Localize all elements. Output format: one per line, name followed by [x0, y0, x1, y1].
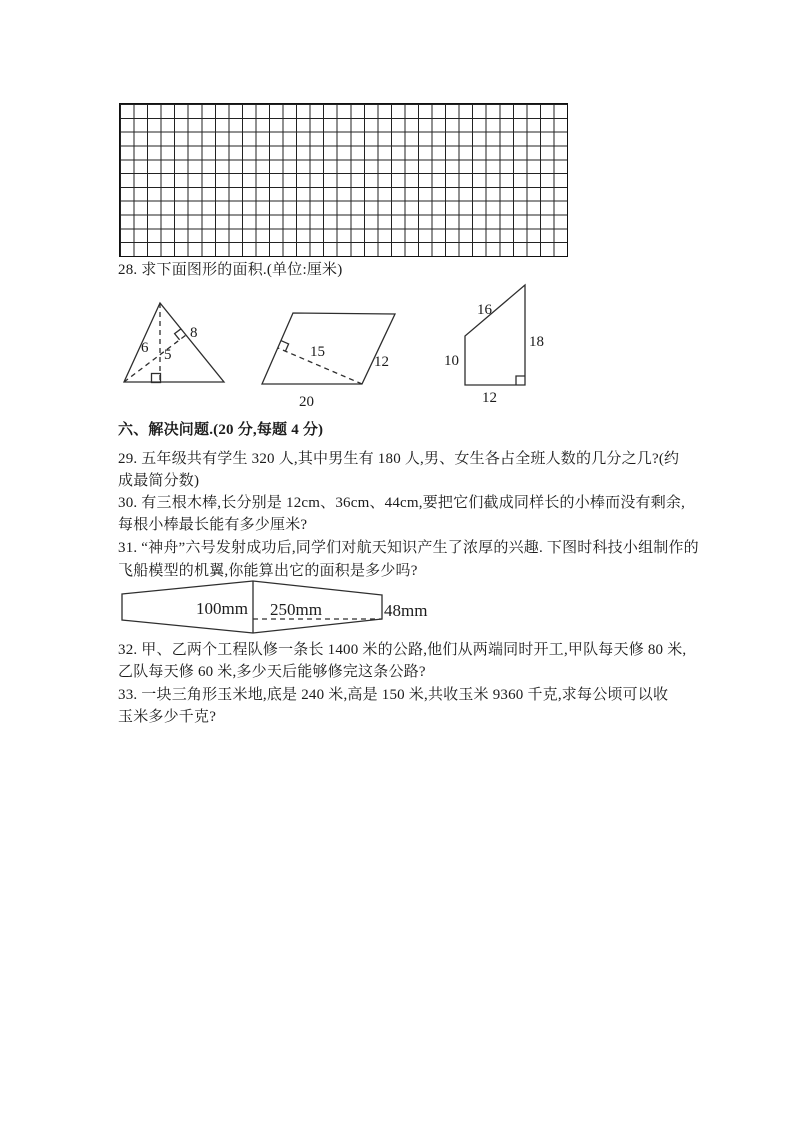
question-33-line-1: 33. 一块三角形玉米地,底是 240 米,高是 150 米,共收玉米 9360 千克,求每公顷可以收 — [118, 687, 669, 703]
right-angle-mark — [152, 374, 161, 383]
question-32-line-1: 32. 甲、乙两个工程队修一条长 1400 米的公路,他们从两端同时开工,甲队每天修 80 米, — [118, 642, 687, 658]
parallelogram-label-12: 12 — [374, 354, 389, 370]
triangle-figure — [124, 303, 224, 383]
parallelogram-label-15: 15 — [310, 344, 325, 360]
trapezoid-label-16: 16 — [477, 302, 492, 318]
question-31-line-1: 31. “神舟”六号发射成功后,同学们对航天知识产生了浓厚的兴趣. 下图时科技小组制作的 — [118, 540, 699, 556]
section-6-header: 六、解决问题.(20 分,每题 4 分) — [118, 422, 324, 438]
question-32-line-2: 乙队每天修 60 米,多少天后能够修完这条公路? — [118, 664, 426, 680]
trapezoid-figure — [444, 285, 544, 406]
question-30-line-1: 30. 有三根木棒,长分别是 12cm、36cm、44cm,要把它们截成同样长的小棒而没有剩余, — [118, 495, 686, 511]
parallelogram-label-20: 20 — [299, 394, 314, 410]
right-angle-mark — [516, 376, 525, 385]
question-33-line-2: 玉米多少千克? — [118, 709, 217, 725]
trapezoid-label-18: 18 — [529, 334, 544, 350]
triangle-label-5: 5 — [164, 347, 172, 363]
question-29-line-2: 成最简分数) — [118, 473, 200, 489]
trapezoid-label-10: 10 — [444, 353, 459, 369]
parallelogram-figure — [262, 313, 395, 410]
triangle-label-8: 8 — [190, 325, 198, 341]
triangle-label-6: 6 — [141, 340, 149, 356]
right-angle-mark — [281, 341, 288, 352]
question-31-line-2: 飞船模型的机翼,你能算出它的面积是多少吗? — [118, 563, 418, 579]
wing-label-48mm: 48mm — [384, 601, 428, 620]
answer-grid-paper — [119, 103, 568, 257]
wing-label-250mm: 250mm — [270, 600, 322, 619]
question-28-figures — [115, 278, 575, 410]
question-31-wing-figure — [115, 575, 445, 640]
question-28-text: 28. 求下面图形的面积.(单位:厘米) — [118, 262, 343, 278]
wing-label-100mm: 100mm — [196, 599, 248, 618]
trapezoid-label-12: 12 — [482, 390, 497, 406]
right-angle-mark — [175, 329, 181, 340]
question-30-line-2: 每根小棒最长能有多少厘米? — [118, 517, 308, 533]
question-29-line-1: 29. 五年级共有学生 320 人,其中男生有 180 人,男、女生各占全班人数的几分之几?(约 — [118, 451, 680, 467]
